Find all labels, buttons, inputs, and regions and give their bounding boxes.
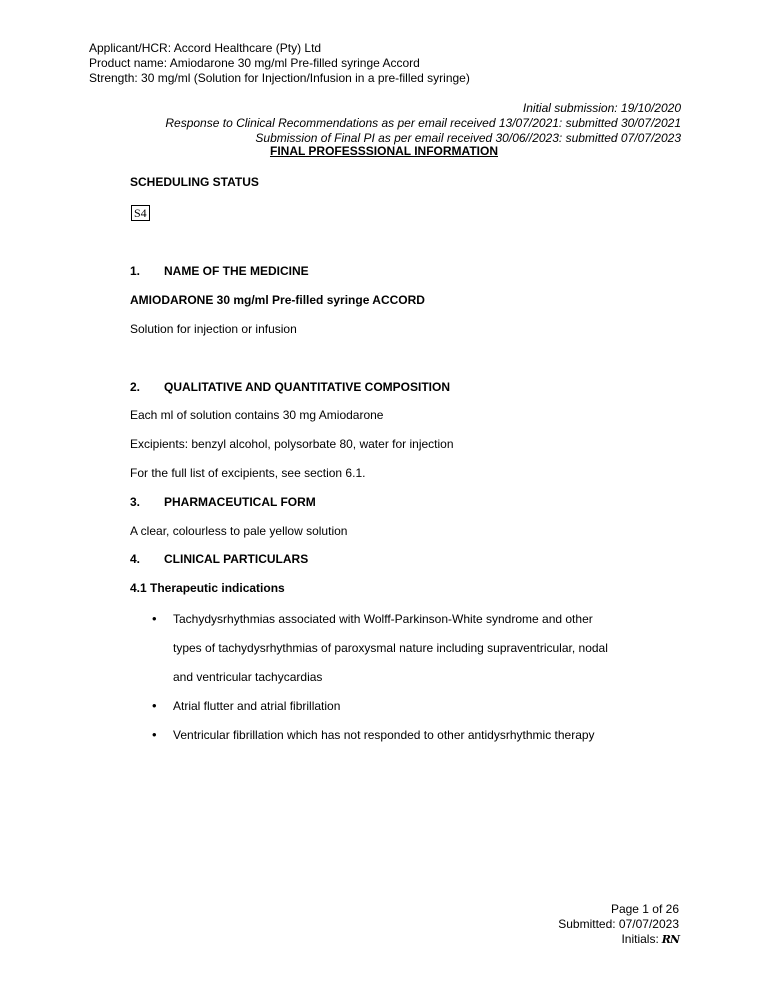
section3-number: 3. (130, 495, 141, 509)
bullet-icon: • (152, 698, 157, 713)
initial-submission: Initial submission: 19/10/2020 (522, 101, 681, 115)
initials-label: Initials: (621, 932, 659, 946)
schedule-status-box: S4 (131, 205, 150, 221)
applicant-header (89, 41, 470, 86)
applicant-line: Applicant/HCR: Accord Healthcare (Pty) Ltd (89, 41, 322, 55)
list-item-text: Tachydysrhythmias associated with Wolff-Parkinson-White syndrome and other (173, 612, 593, 626)
section1-number: 1. (130, 264, 141, 278)
page-number: Page 1 of 26 (610, 902, 679, 916)
excipients-text: Excipients: benzyl alcohol, polysorbate 80, water for injection (130, 437, 454, 451)
list-item-text: Atrial flutter and atrial fibrillation (173, 699, 341, 713)
excipients-reference: For the full list of excipients, see section 6.1. (130, 466, 366, 480)
list-item-text: types of tachydysrhythmias of paroxysmal nature including supraventricular, nodal (173, 641, 608, 655)
section2-heading: QUALITATIVE AND QUANTITATIVE COMPOSITION (164, 380, 450, 394)
section3-heading: PHARMACEUTICAL FORM (164, 495, 316, 509)
scheduling-heading: SCHEDULING STATUS (130, 175, 259, 189)
submitted-date: Submitted: 07/07/2023 (558, 917, 679, 931)
bullet-icon: • (152, 611, 157, 626)
section4-number: 4. (130, 552, 141, 566)
submission-history (165, 101, 681, 146)
initials-signature: RN (661, 933, 679, 946)
dosage-form-text: Solution for injection or infusion (130, 322, 297, 336)
initials-line (558, 932, 679, 947)
bullet-icon: • (152, 727, 157, 742)
product-name-line: Product name: Amiodarone 30 mg/ml Pre-filled syringe Accord (89, 56, 420, 70)
clinical-response-submission: Response to Clinical Recommendations as per email received 13/07/2021: submitted 30/07/2021 (165, 116, 681, 130)
page-footer (558, 902, 679, 947)
section2-number: 2. (130, 380, 141, 394)
strength-line: Strength: 30 mg/ml (Solution for Injection/Infusion in a pre-filled syringe) (89, 71, 470, 85)
section1-heading: NAME OF THE MEDICINE (164, 264, 309, 278)
final-pi-submission: Submission of Final PI as per email received 30/06//2023: submitted 07/07/2023 (255, 131, 681, 145)
pharmaceutical-form-text: A clear, colourless to pale yellow solution (130, 524, 348, 538)
product-title: AMIODARONE 30 mg/ml Pre-filled syringe ACCORD (130, 293, 425, 307)
list-item-text: and ventricular tachycardias (173, 670, 323, 684)
composition-text: Each ml of solution contains 30 mg Amiodarone (130, 408, 384, 422)
section4-heading: CLINICAL PARTICULARS (164, 552, 309, 566)
document-title (0, 144, 768, 158)
document-title-text: FINAL PROFESSSIONAL INFORMATION (269, 144, 498, 158)
therapeutic-indications-heading: 4.1 Therapeutic indications (130, 581, 285, 595)
list-item-text: Ventricular fibrillation which has not responded to other antidysrhythmic therapy (173, 728, 595, 742)
